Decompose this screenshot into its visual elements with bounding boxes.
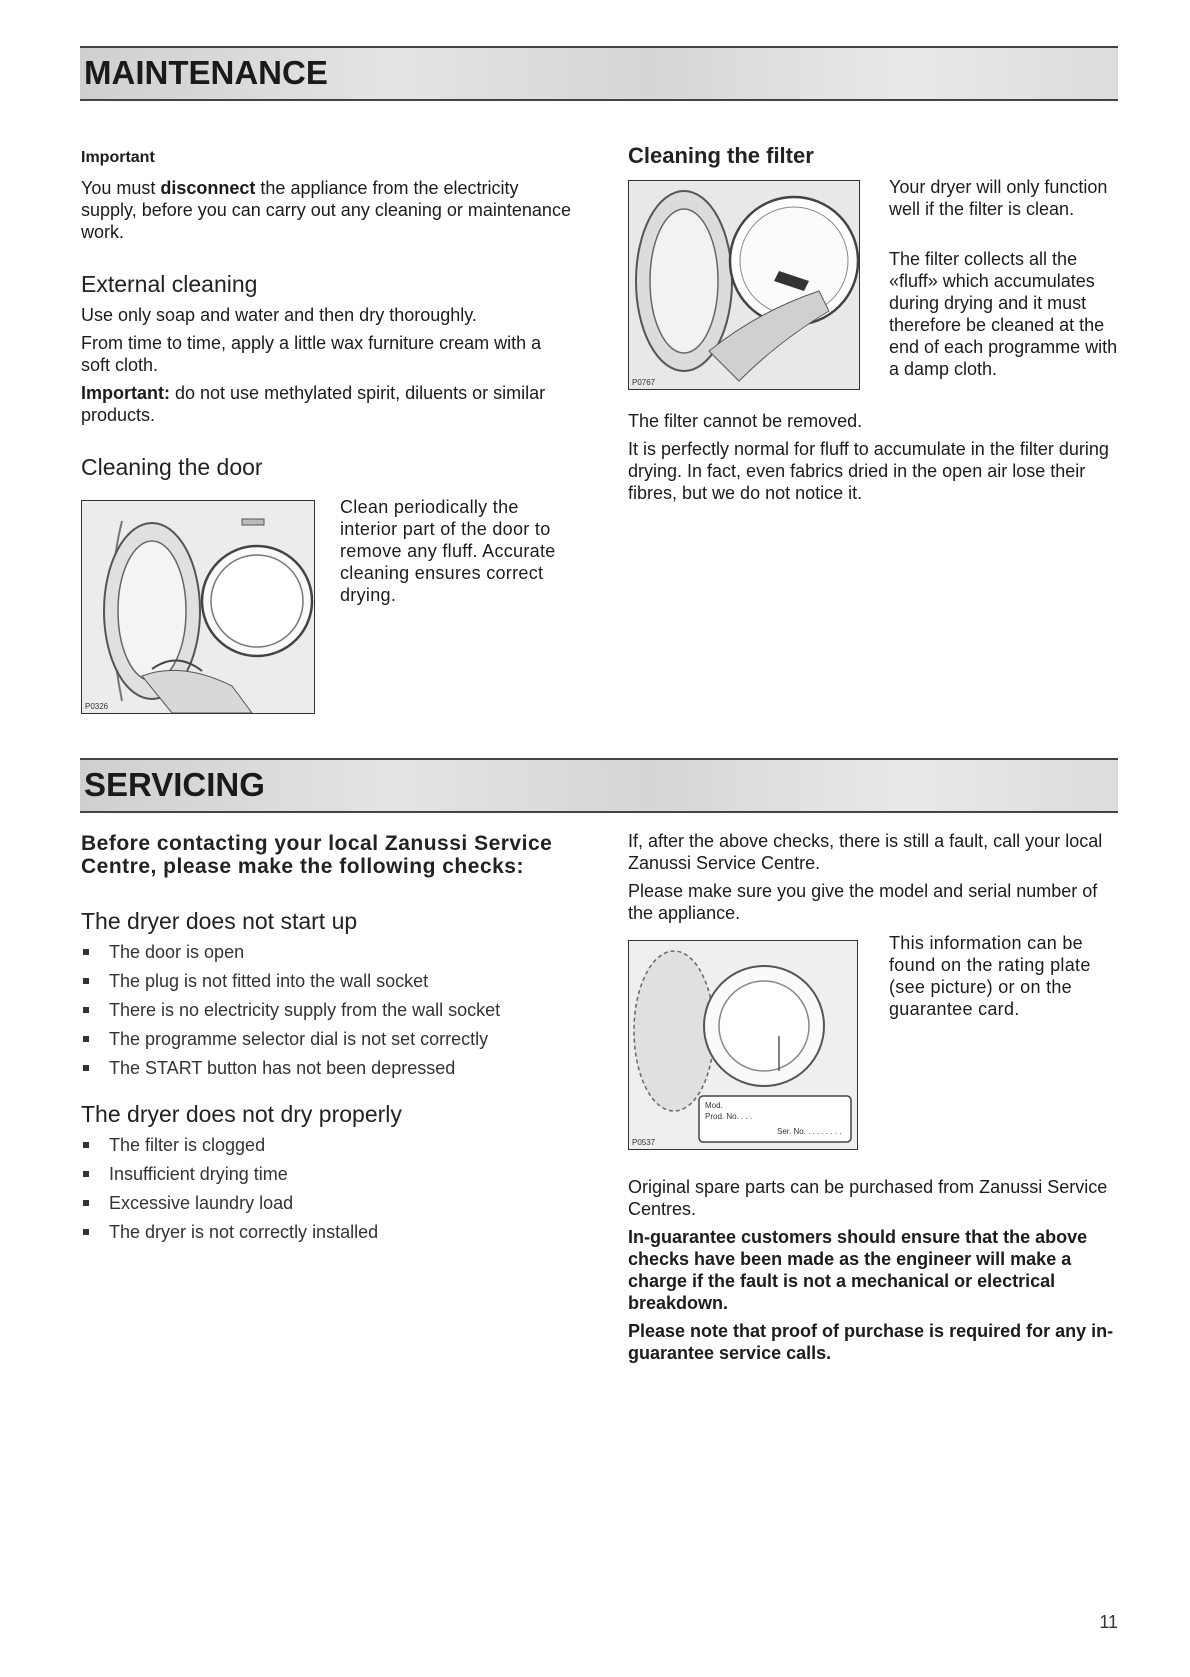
external-cleaning-heading: External cleaning [81,271,258,297]
maintenance-title: MAINTENANCE [84,54,328,91]
servicing-left-column [81,832,576,1250]
external-cleaning-p2: From time to time, apply a little wax furniture cream with a soft cloth. [81,333,542,375]
servicing-banner [80,758,1118,813]
not-start-list [81,941,576,1079]
list-item: The START button has not been depressed [81,1057,576,1079]
not-start-heading: The dryer does not start up [81,908,358,934]
filter-p4: It is perfectly normal for fluff to accumulate in the filter during drying. In fact, even fabrics dried in the open air lose their fibres, but we do not notice it. [628,439,1109,503]
list-item: The door is open [81,941,576,963]
servicing-p4: Original spare parts can be purchased from Zanussi Service Centres. [628,1177,1108,1219]
door-cleaning-illustration [81,500,315,714]
servicing-title: SERVICING [84,766,265,803]
servicing-p5: In-guarantee customers should ensure that the above checks have been made as the engineer will make a charge if the fault is not a mechanical or electrical breakdown. [628,1227,1088,1313]
cleaning-filter-heading: Cleaning the filter [628,143,814,168]
door-cleaning-text: Clean periodically the interior part of the door to remove any fluff. Accurate cleaning ensures correct drying. [340,497,556,605]
rating-plate-illustration [628,940,858,1150]
not-dry-list [81,1134,576,1243]
filter-p2: The filter collects all the «fluff» which accumulates during drying and it must therefore be cleaned at the end of each programme with a damp cloth. [889,249,1118,379]
external-cleaning-p3: Important: do not use methylated spirit, diluents or similar products. [81,383,546,425]
servicing-p1: If, after the above checks, there is still a fault, call your local Zanussi Service Centre. [628,831,1103,873]
filter-figure-code: P0767 [632,378,656,387]
plate-figure-code: P0537 [632,1138,656,1147]
page-number: 11 [1099,1612,1118,1632]
filter-cleaning-illustration [628,180,860,390]
filter-bottom-text [628,410,1120,504]
servicing-p3: This information can be found on the rating plate (see picture) or on the guarantee card. [889,933,1091,1019]
important-text: You must disconnect the appliance from the electricity supply, before you can carry out any cleaning or maintenance work. [81,178,571,242]
plate-ser: Ser. No. . . . . . . . . [777,1127,842,1136]
list-item: Excessive laundry load [81,1192,576,1214]
servicing-right-top [628,830,1120,924]
maintenance-banner [80,46,1118,101]
plate-mod: Mod. [705,1101,723,1110]
cleaning-door-heading: Cleaning the door [81,454,263,480]
servicing-intro-heading: Before contacting your local Zanussi Service Centre, please make the following checks: [81,832,553,878]
not-dry-heading: The dryer does not dry properly [81,1101,402,1127]
servicing-right-bottom [628,1176,1120,1364]
filter-p1: Your dryer will only function well if the filter is clean. [889,177,1108,219]
list-item: The plug is not fitted into the wall socket [81,970,576,992]
list-item: The programme selector dial is not set correctly [81,1028,576,1050]
servicing-p2: Please make sure you give the model and serial number of the appliance. [628,881,1098,923]
external-cleaning-p1: Use only soap and water and then dry thoroughly. [81,305,477,325]
door-figure-code: P0326 [85,702,109,711]
list-item: Insufficient drying time [81,1163,576,1185]
servicing-p6: Please note that proof of purchase is required for any in-guarantee service calls. [628,1321,1114,1363]
list-item: There is no electricity supply from the wall socket [81,999,576,1021]
important-heading: Important [81,149,155,166]
list-item: The filter is clogged [81,1134,576,1156]
plate-prod: Prod. No. . . . [705,1112,753,1121]
filter-p3: The filter cannot be removed. [628,411,863,431]
list-item: The dryer is not correctly installed [81,1221,576,1243]
maintenance-left-column [81,147,571,481]
